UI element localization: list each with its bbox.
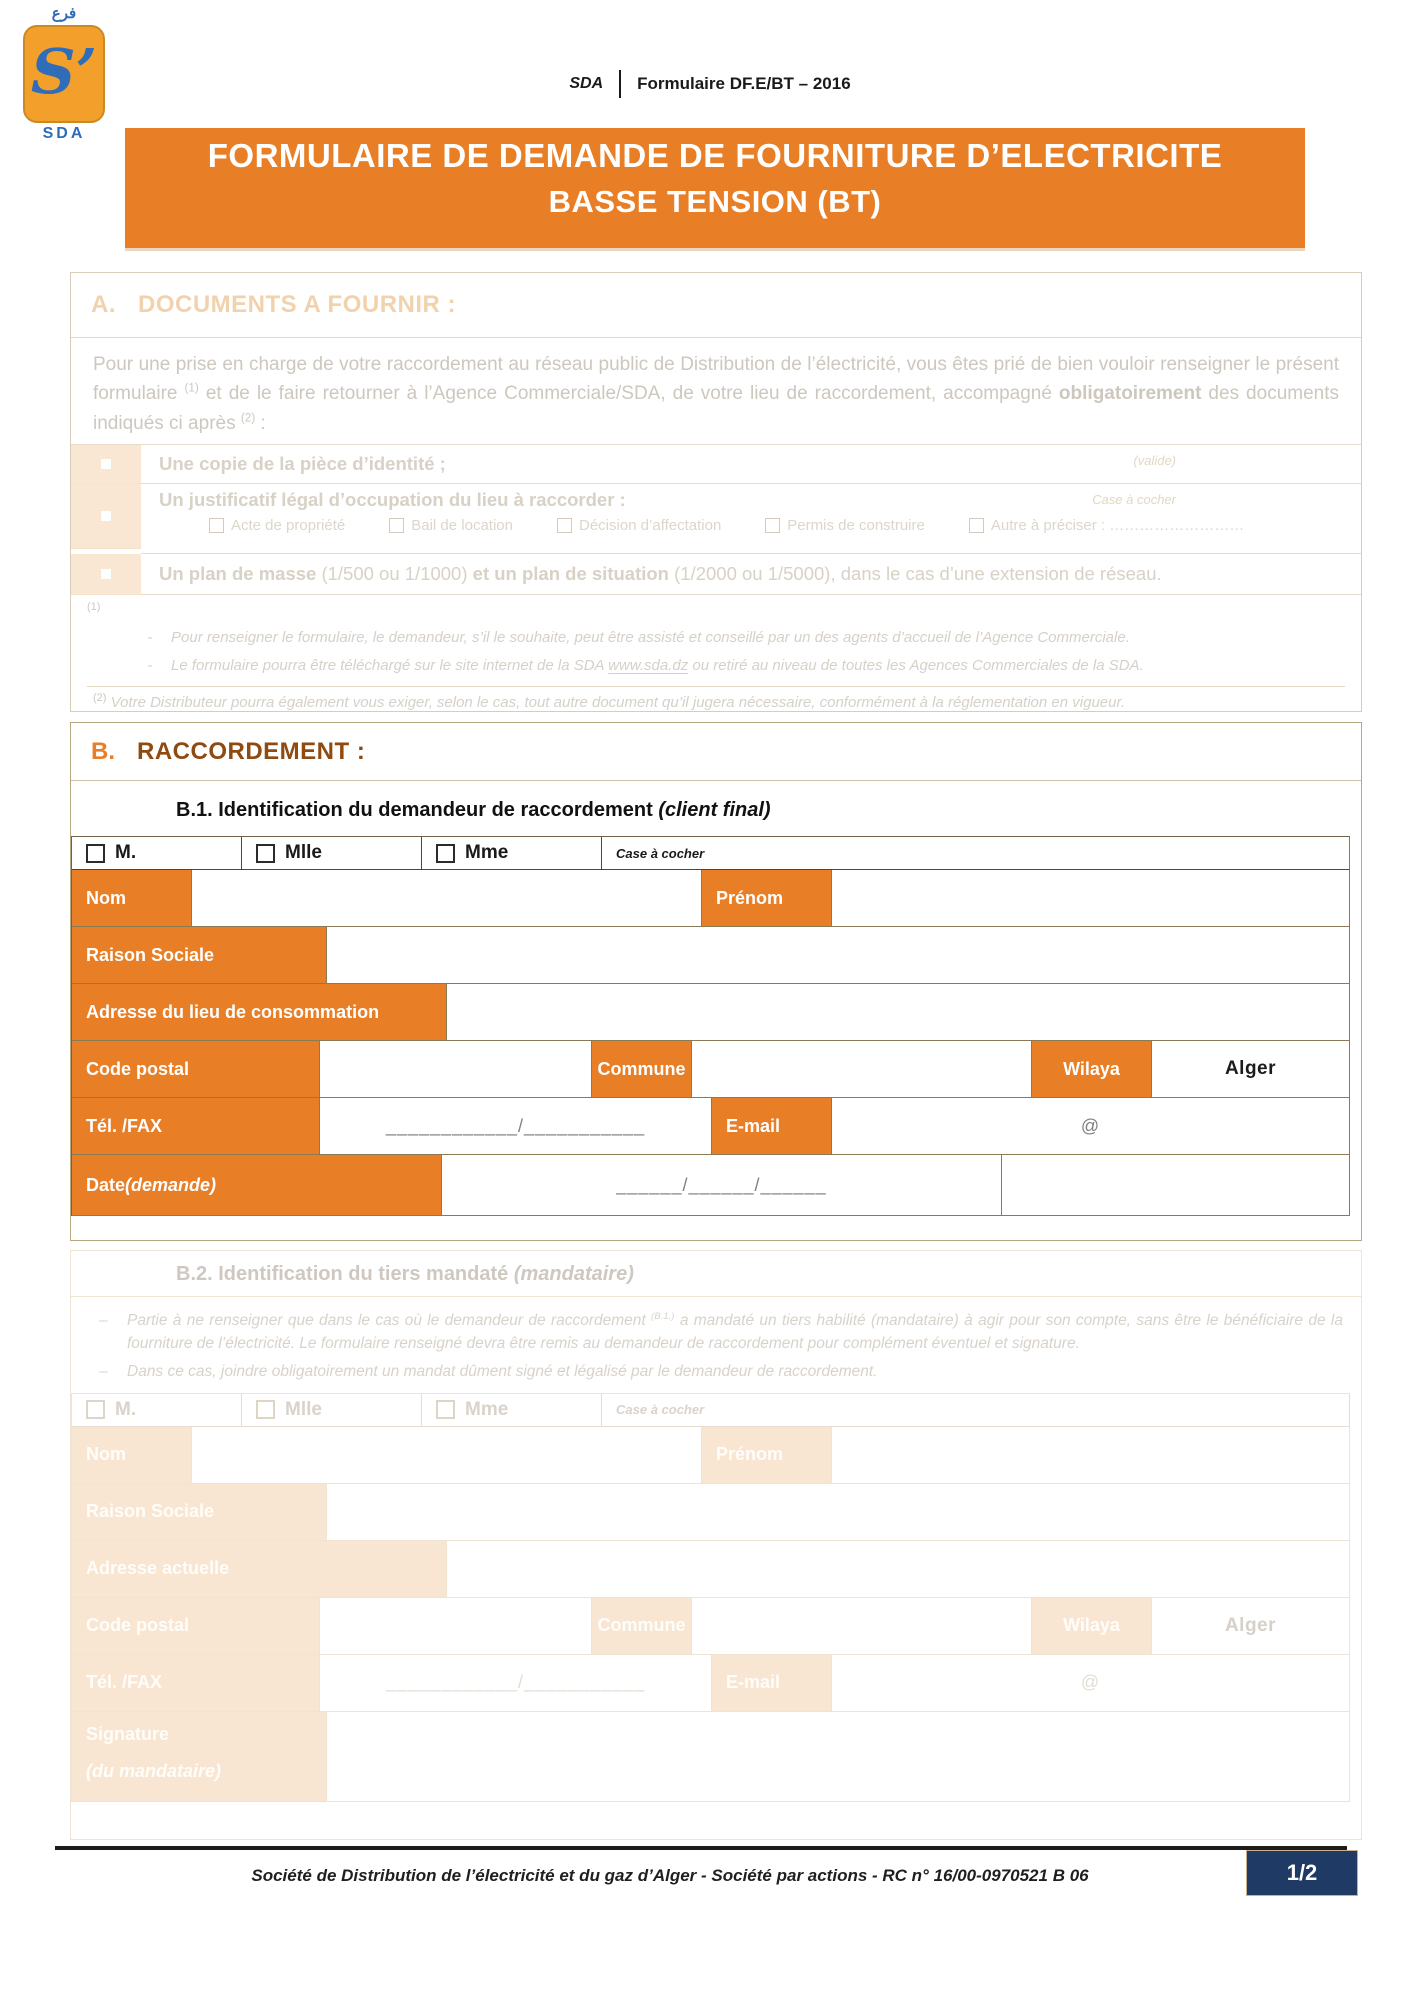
raison-sociale-input[interactable]: [327, 927, 1350, 984]
footnote-dash: -: [147, 629, 153, 647]
civility-label: M.: [115, 1398, 137, 1420]
checkbox-icon[interactable]: [86, 1400, 105, 1419]
tel-fax-input[interactable]: ____________/___________: [320, 1655, 712, 1712]
section-a-header: [71, 273, 1361, 338]
signature-input[interactable]: [327, 1712, 1350, 1802]
section-a-label: A.: [91, 291, 116, 318]
b2-notes: [71, 1297, 1361, 1393]
option-label: Bail de location: [411, 517, 513, 535]
b1-tel-row: [72, 1098, 1350, 1155]
square-bullet-icon: [101, 511, 111, 521]
page-number-badge: 1/2: [1246, 1850, 1358, 1896]
logo-monogram: S’: [30, 35, 98, 108]
square-bullet-icon: [101, 459, 111, 469]
b1-name-row: [72, 870, 1350, 927]
commune-label: Commune: [592, 1598, 692, 1655]
section-a-title: DOCUMENTS A FOURNIR :: [138, 291, 457, 318]
raison-sociale-label: Raison Sociale: [72, 927, 327, 984]
footnote2: [93, 691, 1345, 713]
b2-adresse-row: [72, 1541, 1350, 1598]
note-dash: –: [99, 1362, 108, 1380]
civility-label: M.: [115, 842, 137, 863]
square-bullet-icon: [101, 569, 111, 579]
email-input[interactable]: @: [832, 1098, 1350, 1155]
option-label: Autre à préciser : ………………………: [990, 517, 1245, 535]
checkbox-icon[interactable]: [969, 518, 984, 533]
form-title-line2: BASSE TENSION (BT): [548, 184, 882, 219]
document-item-identity: [141, 445, 1361, 484]
footnote2-text: Votre Distributeur pourra également vous exiger, selon le cas, tout autre document qu’il jugera nécessaire, conformément à la réglementation en vigueur.: [110, 694, 1126, 712]
option-label: Décision d’affectation: [578, 517, 722, 535]
code-postal-input[interactable]: [320, 1041, 592, 1098]
adresse-input[interactable]: [447, 984, 1350, 1041]
civility-label: Mlle: [285, 842, 322, 863]
footnote-dash: -: [147, 657, 153, 675]
document-item-text: Un plan de masse (1/500 ou 1/1000) et un plan de situation (1/2000 ou 1/5000), dans le cas d’une extension de réseau.: [159, 563, 1162, 585]
section-a-documents: [70, 272, 1362, 712]
footer-company-line: Société de Distribution de l’électricité et du gaz d’Alger - Société par actions - RC n° 16/00-0970521 B 06: [251, 1866, 1089, 1885]
section-b-header: [71, 723, 1361, 781]
b2-note-item: [99, 1309, 1343, 1356]
footnote-text: Pour renseigner le formulaire, le demandeur, s’il le souhaite, peut être assisté et conseillé par un des agents d’accueil de l’Agence Commerciale.: [171, 629, 1130, 647]
date-demande-input[interactable]: ______/______/______: [442, 1155, 1002, 1216]
adresse-actuelle-input[interactable]: [447, 1541, 1350, 1598]
code-postal-label: Code postal: [72, 1041, 320, 1098]
option-label: Acte de propriété: [231, 517, 346, 535]
code-postal-input[interactable]: [320, 1598, 592, 1655]
checkbox-icon[interactable]: [436, 844, 455, 863]
section-b2-mandataire: [70, 1250, 1362, 1840]
checkbox-icon[interactable]: [256, 1400, 275, 1419]
checkbox-icon[interactable]: [765, 518, 780, 533]
prenom-input[interactable]: [832, 870, 1350, 927]
b2-table: [71, 1393, 1350, 1802]
wilaya-value: Alger: [1152, 1598, 1350, 1655]
checkbox-icon[interactable]: [436, 1400, 455, 1419]
document-item-text: Une copie de la pièce d’identité ;: [159, 453, 446, 475]
bullet-cell: [71, 445, 141, 484]
signature-sublabel: (du mandataire): [86, 1760, 222, 1781]
doc-ref-divider: [619, 70, 621, 98]
b2-signature-row: [72, 1712, 1350, 1802]
logo-arabic-text: فرع: [51, 5, 77, 22]
b2-raison-row: [72, 1484, 1350, 1541]
logo-caption: SDA: [42, 125, 86, 142]
footnote1-item: [143, 627, 1345, 648]
commune-input[interactable]: [692, 1041, 1032, 1098]
option-decision-affectation: [557, 517, 721, 534]
footnote2-marker: (2): [93, 692, 107, 705]
option-bail-de-location: [389, 517, 513, 534]
option-permis-de-construire: [765, 517, 925, 534]
footnote-divider: [87, 686, 1345, 687]
b1-civility-row: [72, 837, 1350, 870]
civility-note: Case à cocher: [602, 837, 1350, 870]
doc-ref-org: SDA: [569, 75, 604, 92]
nom-input[interactable]: [192, 1427, 702, 1484]
b2-codepostal-row: [72, 1598, 1350, 1655]
checkbox-icon[interactable]: [256, 844, 275, 863]
nom-input[interactable]: [192, 870, 702, 927]
form-title-banner: [125, 128, 1305, 248]
section-b-raccordement: [70, 722, 1362, 1241]
note-text: Dans ce cas, joindre obligatoirement un mandat dûment signé et légalisé par le demandeur de raccordement.: [127, 1362, 878, 1380]
raison-sociale-label: Raison Sociale: [72, 1484, 327, 1541]
tel-fax-label: Tél. /FAX: [72, 1098, 320, 1155]
adresse-label: Adresse du lieu de consommation: [72, 984, 447, 1041]
footer-rule: [55, 1846, 1347, 1850]
form-title-line1: FORMULAIRE DE DEMANDE DE FOURNITURE D’ELECTRICITE: [207, 137, 1223, 174]
email-label: E-mail: [712, 1655, 832, 1712]
option-autre-a-preciser: [969, 517, 1244, 534]
b1-date-row: [72, 1155, 1350, 1216]
footnote-text: Le formulaire pourra être téléchargé sur le site internet de la SDA www.sda.dz ou retiré au niveau de toutes les Agences Commerciales de la SDA.: [171, 657, 1144, 675]
adresse-actuelle-label: Adresse actuelle: [72, 1541, 447, 1598]
document-item-plan: [141, 554, 1361, 595]
email-label: E-mail: [712, 1098, 832, 1155]
option-acte-de-propriete: [209, 517, 345, 534]
checkbox-icon[interactable]: [557, 518, 572, 533]
civility-m[interactable]: [72, 837, 242, 870]
civility-mme[interactable]: [422, 1394, 602, 1427]
sda-logo: [14, 6, 114, 143]
document-item-text: Un justificatif légal d’occupation du lieu à raccorder :: [159, 489, 626, 511]
checkbox-icon[interactable]: [389, 518, 404, 533]
valid-note: (valide): [1133, 453, 1176, 469]
signature-label-text: Signature: [86, 1723, 170, 1744]
commune-label: Commune: [592, 1041, 692, 1098]
bullet-cell: [71, 554, 141, 595]
wilaya-label: Wilaya: [1032, 1598, 1152, 1655]
b2-title: B.2. Identification du tiers mandaté (mandataire): [71, 1251, 1361, 1297]
civility-label: Mme: [465, 842, 509, 863]
civility-note: Case à cocher: [602, 1394, 1350, 1427]
bullet-cell: [71, 484, 141, 549]
b1-codepostal-row: [72, 1041, 1350, 1098]
prenom-label: Prénom: [702, 1427, 832, 1484]
doc-ref-code: Formulaire DF.E/BT – 2016: [637, 74, 851, 93]
date-demande-label: Date (demande): [72, 1155, 442, 1216]
b1-title: B.1. Identification du demandeur de raccordement (client final): [176, 799, 771, 821]
tel-fax-label: Tél. /FAX: [72, 1655, 320, 1712]
nom-label: Nom: [72, 1427, 192, 1484]
checkbox-note: Case à cocher: [1092, 492, 1176, 508]
note-dash: –: [99, 1312, 108, 1329]
civility-m[interactable]: [72, 1394, 242, 1427]
prenom-input[interactable]: [832, 1427, 1350, 1484]
section-b-title: RACCORDEMENT :: [137, 737, 366, 765]
documents-list: [71, 444, 1361, 595]
date-row-spacer-cell: [1002, 1155, 1350, 1216]
nom-label: Nom: [72, 870, 192, 927]
b1-raison-row: [72, 927, 1350, 984]
wilaya-label: Wilaya: [1032, 1041, 1152, 1098]
b1-adresse-row: [72, 984, 1350, 1041]
sda-logo-icon: [23, 25, 105, 123]
b2-name-row: [72, 1427, 1350, 1484]
tel-fax-input[interactable]: ____________/___________: [320, 1098, 712, 1155]
checkbox-icon[interactable]: [209, 518, 224, 533]
footnote1-marker: (1): [87, 601, 101, 614]
document-reference: [440, 70, 980, 98]
footnote1-item: [143, 655, 1345, 676]
civility-mlle[interactable]: [242, 837, 422, 870]
civility-label: Mlle: [285, 1398, 322, 1420]
b1-table: [71, 836, 1350, 1216]
section-a-footnotes: [71, 595, 1361, 717]
email-input[interactable]: @: [832, 1655, 1350, 1712]
code-postal-label: Code postal: [72, 1598, 320, 1655]
note-text: Partie à ne renseigner que dans le cas où le demandeur de raccordement $^{(B.1.)}$ a mandaté un tiers habilité (mandataire) à agir pour son compte, sans être le bénéficiaire de la fourniture de l’électricité. Le formulaire renseigné devra être remis au demandeur de raccordement pour complément éventuel et signature.: [127, 1310, 1343, 1353]
document-item-justificatif: [141, 484, 1361, 554]
wilaya-value: Alger: [1152, 1041, 1350, 1098]
checkbox-icon[interactable]: [86, 844, 105, 863]
b2-civility-row: [72, 1394, 1350, 1427]
section-b-label: B.: [91, 737, 115, 765]
civility-mlle[interactable]: [242, 1394, 422, 1427]
raison-sociale-input[interactable]: [327, 1484, 1350, 1541]
commune-input[interactable]: [692, 1598, 1032, 1655]
prenom-label: Prénom: [702, 870, 832, 927]
justificatif-options: [159, 511, 1361, 536]
civility-mme[interactable]: [422, 837, 602, 870]
section-a-intro: Pour une prise en charge de votre raccordement au réseau public de Distribution de l’électricité, vous êtes prié de bien vouloir renseigner le présent formulaire $^{(1)}$ et de le faire retourner à l’Agence Commerciale/SDA, de votre lieu de raccordement, accompagné obligatoirement des documents indiqués ci après $^{(2)}$ :: [93, 354, 1340, 434]
b2-note-item: [99, 1360, 1343, 1383]
signature-label: [72, 1712, 327, 1802]
civility-label: Mme: [465, 1398, 509, 1420]
option-label: Permis de construire: [787, 517, 925, 535]
b2-tel-row: [72, 1655, 1350, 1712]
